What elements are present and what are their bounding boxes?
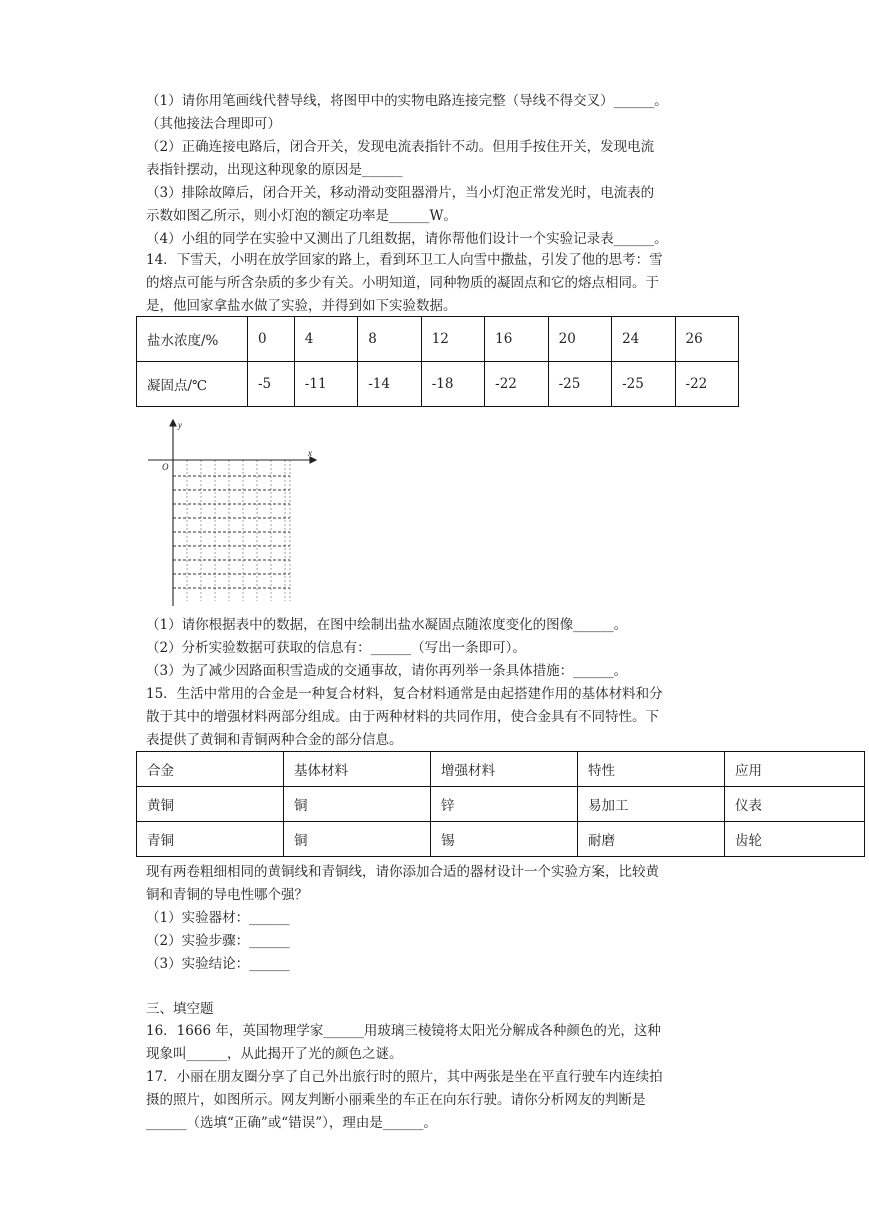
q15-intro-line1: 15．生活中常用的合金是一种复合材料，复合材料通常是由起搭建作用的基体材料和分	[146, 686, 663, 702]
q14-sub3: （3）为了减少因路面积雪造成的交通事故，请你再列举一条具体措施：______。	[146, 663, 628, 679]
table-cell: 铜	[284, 822, 431, 857]
q14-sub2: （2）分析实验数据可获取的信息有：______（写出一条即可）。	[146, 640, 526, 656]
table-cell: -22	[485, 362, 548, 407]
blank-coordinate-grid	[140, 418, 330, 610]
table-cell: -5	[248, 362, 295, 407]
q15-sub1: （1）实验器材：______	[146, 910, 290, 926]
grid-vertical-lines	[187, 460, 290, 601]
grid-horizontal-lines	[173, 476, 290, 588]
column-header: 合金	[137, 752, 284, 787]
q15-after-line2: 铜和青铜的导电性哪个强？	[146, 887, 308, 903]
table-cell: 20	[548, 317, 611, 362]
table-cell: 易加工	[578, 787, 725, 822]
q15-after-line1: 现有两卷粗细相同的黄铜线和青铜线，请你添加合适的器材设计一个实验方案，比较黄	[146, 864, 659, 880]
q13-part4: （4）小组的同学在实验中又测出了几组数据，请你帮他们设计一个实验记录表______。	[146, 231, 668, 247]
q17-line2: 摄的照片，如图所示。网友判断小丽乘坐的车正在向东行驶。请你分析网友的判断是	[146, 1092, 646, 1108]
table-cell: 8	[358, 317, 421, 362]
table-cell: -22	[675, 362, 738, 407]
table-cell: 耐磨	[578, 822, 725, 857]
q15-sub3: （3）实验结论：______	[146, 956, 290, 972]
q13-part2: （2）正确连接电路后，闭合开关，发现电流表指针不动。但用手按住开关，发现电流	[146, 139, 655, 155]
q14-intro-line2: 的熔点可能与所含杂质的多少有关。小明知道，同种物质的凝固点和它的熔点相同。于	[146, 275, 659, 291]
table-cell: 锌	[431, 787, 578, 822]
table-cell: 黄铜	[137, 787, 284, 822]
table-cell: 铜	[284, 787, 431, 822]
column-header: 应用	[725, 752, 865, 787]
q15-intro-line3: 表提供了黄铜和青铜两种合金的部分信息。	[146, 732, 403, 748]
row-header-freezing-point: 凝固点/℃	[137, 362, 248, 407]
table-row	[137, 822, 865, 857]
table-cell: 12	[421, 317, 484, 362]
y-axis-arrow	[170, 420, 176, 426]
q15-intro-line2: 散于其中的增强材料两部分组成。由于两种材料的共同作用，使合金具有不同特性。下	[146, 709, 659, 725]
table-header-row	[137, 752, 865, 787]
table-cell: 青铜	[137, 822, 284, 857]
table-cell: 仪表	[725, 787, 865, 822]
table-cell: -11	[294, 362, 357, 407]
q13-part2-cont: 表指针摆动，出现这种现象的原因是______	[146, 162, 403, 178]
q13-part1: （1）请你用笔画线代替导线，将图甲中的实物电路连接完整（导线不得交叉）______。	[146, 93, 668, 109]
table-row	[137, 362, 739, 407]
table-cell: 锡	[431, 822, 578, 857]
x-axis-label: x	[308, 448, 312, 458]
origin-label: O	[162, 462, 169, 472]
table-cell: 0	[248, 317, 295, 362]
table-row	[137, 317, 739, 362]
table-cell: -25	[612, 362, 675, 407]
brine-data-table	[136, 316, 739, 407]
row-header-concentration: 盐水浓度/%	[137, 317, 248, 362]
y-axis-label: y	[178, 420, 182, 430]
q15-sub2: （2）实验步骤：______	[146, 933, 290, 949]
table-row	[137, 787, 865, 822]
q17-line3: ______（选填“正确”或“错误”），理由是______。	[146, 1115, 437, 1131]
q16-line1: 16．1666 年，英国物理学家______用玻璃三棱镜将太阳光分解成各种颜色的光，这种	[146, 1023, 661, 1039]
q13-part3: （3）排除故障后，闭合开关，移动滑动变阻器滑片，当小灯泡正常发光时，电流表的	[146, 185, 655, 201]
column-header: 特性	[578, 752, 725, 787]
alloy-info-table	[136, 751, 865, 857]
q14-intro-line3: 是，他回家拿盐水做了实验，并得到如下实验数据。	[146, 298, 457, 314]
table-cell: 24	[612, 317, 675, 362]
table-cell: 4	[294, 317, 357, 362]
table-cell: -18	[421, 362, 484, 407]
q14-sub1: （1）请你根据表中的数据，在图中绘制出盐水凝固点随浓度变化的图像______。	[146, 617, 628, 633]
q13-part1-note: （其他接法合理即可）	[146, 116, 281, 132]
table-cell: 16	[485, 317, 548, 362]
section-title: 三、填空题	[146, 1001, 214, 1017]
table-cell: 齿轮	[725, 822, 865, 857]
q14-intro-line1: 14．下雪天，小明在放学回家的路上，看到环卫工人向雪中撒盐，引发了他的思考：雪	[146, 252, 663, 268]
coordinate-axes	[148, 420, 316, 606]
q13-part3-cont: 示数如图乙所示，则小灯泡的额定功率是______W。	[146, 208, 457, 224]
table-cell: -25	[548, 362, 611, 407]
table-cell: -14	[358, 362, 421, 407]
table-cell: 26	[675, 317, 738, 362]
column-header: 基体材料	[284, 752, 431, 787]
q16-line2: 现象叫______，从此揭开了光的颜色之谜。	[146, 1046, 403, 1062]
column-header: 增强材料	[431, 752, 578, 787]
q17-line1: 17．小丽在朋友圈分享了自己外出旅行时的照片，其中两张是坐在平直行驶车内连续拍	[146, 1069, 663, 1085]
